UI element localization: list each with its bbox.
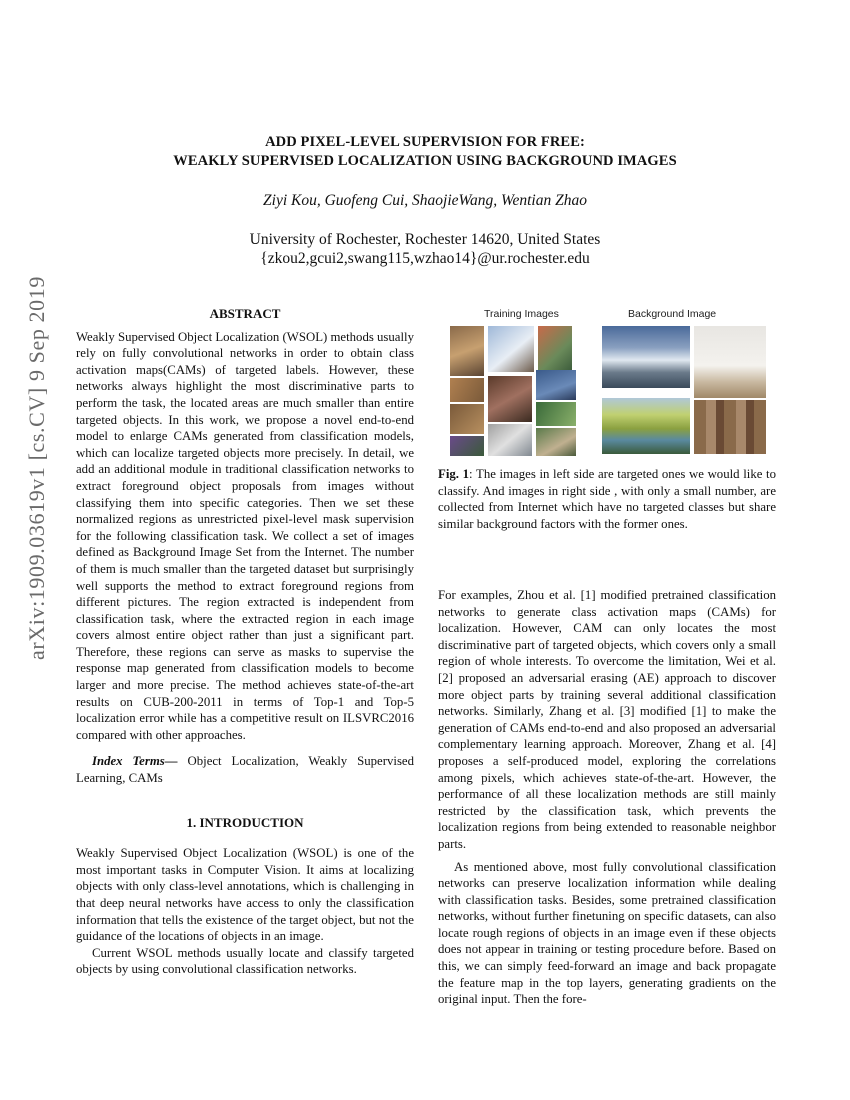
index-terms bbox=[76, 753, 414, 786]
paper-title-line-2: WEAKLY SUPERVISED LOCALIZATION USING BACKGROUND IMAGES bbox=[173, 153, 677, 169]
abstract-heading: ABSTRACT bbox=[209, 306, 281, 321]
training-image-tile bbox=[536, 428, 576, 456]
right-paragraph-2: As mentioned above, most fully convolutional classification networks can preserve localization information while dealing with classification tasks. Besides, some pretrained classification networks, without further finetuning on specific datasets, can also locate rough regions of objects in an image even if these objects does not appear in training or testing procedure before. Based on this, we can simply feed-forward an image and back propagate the feature map in the top layers, generating gradients on the original input. Then the fore- bbox=[438, 859, 776, 1007]
figure-caption-label: Fig. 1 bbox=[438, 467, 470, 481]
figure-caption-text: : The images in left side are targeted ones we would like to classify. And images in right side , with only a small number, are collected from Internet which have no targeted classes but share similar background factors with the former ones. bbox=[438, 467, 777, 531]
training-images-label: Training Images bbox=[484, 308, 559, 320]
training-image-tile bbox=[450, 326, 484, 376]
training-image-tile bbox=[538, 326, 572, 372]
background-image-bricks bbox=[694, 400, 766, 454]
figure-1 bbox=[438, 300, 778, 460]
intro-paragraph-1: Weakly Supervised Object Localization (WSOL) is one of the most important tasks in Computer Vision. It aims at localizing objects with only class-level annotations, which is challenging in that deep neural networks have access to only the classification information that tells the existence of the target object, but not the guidance of the locations of objects in an image. bbox=[76, 846, 414, 944]
training-image-tile bbox=[536, 370, 576, 400]
training-image-tile bbox=[488, 326, 534, 372]
arxiv-stamp: arXiv:1909.03619v1 [cs.CV] 9 Sep 2019 bbox=[24, 276, 49, 660]
training-image-tile bbox=[450, 378, 484, 402]
author-emails: {zkou2,gcui2,swang115,wzhao14}@ur.rochester.edu bbox=[260, 250, 590, 267]
background-image-wetland bbox=[602, 398, 690, 454]
training-image-tile bbox=[488, 424, 532, 456]
training-image-tile bbox=[488, 376, 532, 422]
figure-1-caption bbox=[438, 466, 776, 532]
abstract-text: Weakly Supervised Object Localization (WSOL) methods usually rely on fully convolutional networks in order to obtain class activation maps(CAMs) of targeted labels. However, these networks always highlight the most discriminative parts to perform the task, the located areas are much smaller than entire targeted objects. In this work, we propose a novel end-to-end model to enlarge CAMs generated from classification models, which can localize targeted objects more precisely. In detail, we add an additional module in traditional classification networks to extract foreground object proposals from images without classifying them into specific categories. Then we set these normalized regions as unrestricted pixel-level mask supervision for the following classification task. We collect a set of images defined as Background Image Set from the Internet. The number of them is much smaller than the targeted dataset but surprisingly well supports the method to extract foreground regions from different pictures. The region extracted is independent from classification task, where the extracted region in each image covers almost entire object rather than just a significant part. Therefore, these regions can serve as masks to supervise the response map generated from classification models to become larger and more precise. The method achieves state-of-the-art results on CUB-200-2011 in terms of Top-1 and Top-5 localization error while has a competitive result on ILSVRC2016 compared with other approaches. bbox=[76, 329, 414, 742]
background-image-wall bbox=[694, 326, 766, 398]
training-image-tile bbox=[450, 404, 484, 434]
training-image-tile bbox=[450, 436, 484, 456]
index-terms-label: Index Terms— bbox=[92, 754, 178, 769]
left-column bbox=[76, 306, 414, 978]
paper-title-line-1: ADD PIXEL-LEVEL SUPERVISION FOR FREE: bbox=[265, 134, 585, 150]
affiliation: University of Rochester, Rochester 14620, United States bbox=[249, 231, 601, 248]
right-paragraph-1: For examples, Zhou et al. [1] modified pretrained classification networks to generate class activation maps (CAMs) for localization. However, CAM can only locates the most discriminative part of targeted objects, which covers only a small region of whole interests. To overcome the limitation, Wei et al. [2] proposed an adversarial erasing (AE) approach to discover more object parts by training several additional classification networks. Similarly, Zhang et al. [3] modified [1] to make the generation of CAMs end-to-end and also proposed an adversarial complementary learning approach. Moreover, Zhang et al. [4] proposes a self-produced model, exploring the correlations among pixels, which achieves state-of-the-art. However, the performance of all these localization methods are still mainly restricted by the classification task, which prevents the localization regions from being extended to reasonable neighbor parts. bbox=[438, 588, 776, 851]
background-image-label: Background Image bbox=[628, 308, 717, 320]
training-image-tile bbox=[536, 402, 576, 426]
authors: Ziyi Kou, Guofeng Cui, ShaojieWang, Wentian Zhao bbox=[263, 192, 587, 209]
intro-paragraph-2: Current WSOL methods usually locate and classify targeted objects by using convolutional classification networks. bbox=[76, 945, 414, 977]
right-column bbox=[438, 587, 776, 1008]
index-terms-text: Object Localization, Weakly Supervised Learning, CAMs bbox=[76, 754, 414, 786]
intro-heading: 1. INTRODUCTION bbox=[186, 814, 304, 830]
background-image-mountain bbox=[602, 326, 690, 388]
